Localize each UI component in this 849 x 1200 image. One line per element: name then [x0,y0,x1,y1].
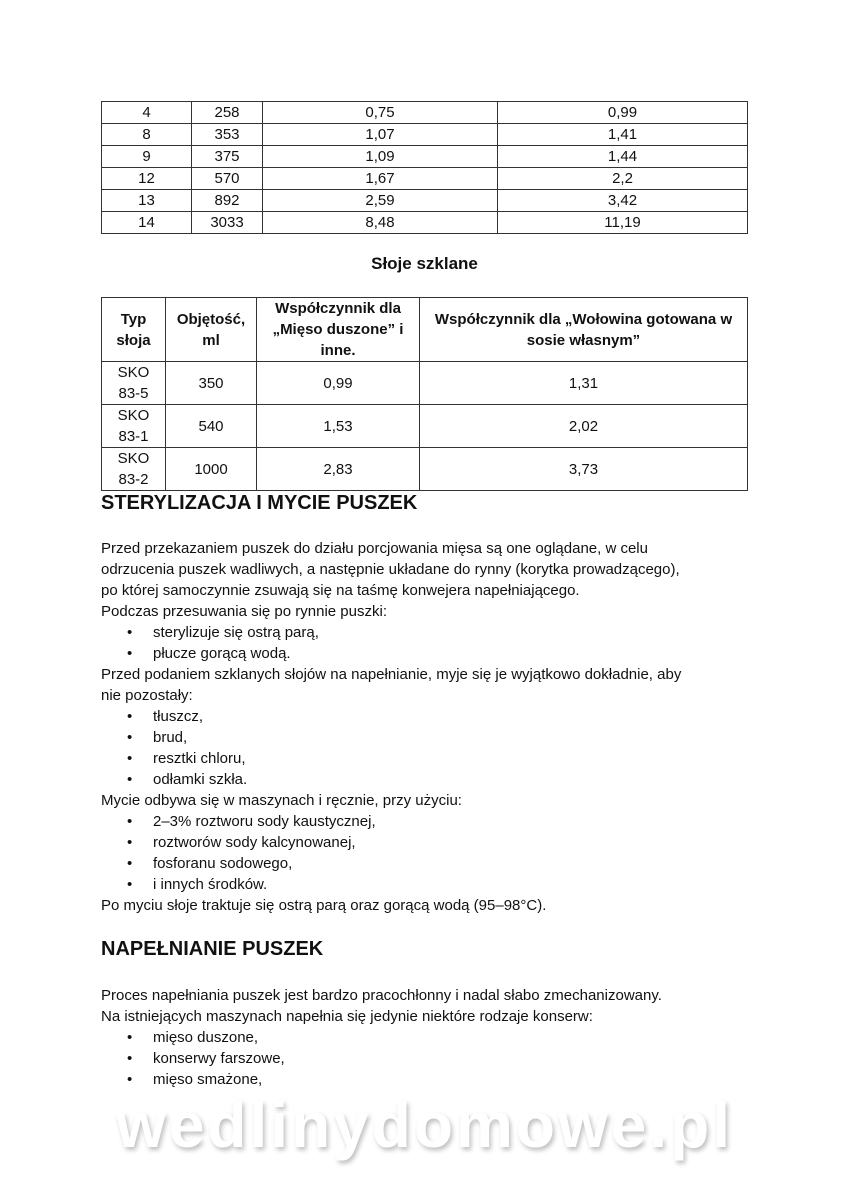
table-cell: 258 [192,102,263,124]
table-cell: 2,59 [263,190,498,212]
table-cell: SKO 83-1 [102,405,166,448]
paragraph-line: Na istniejących maszynach napełnia się jedynie niektóre rodzaje konserw: [101,1008,593,1025]
table-cell: 1,31 [420,362,748,405]
header-volume: Objętość, ml [166,298,257,362]
paragraph-line: Po myciu słoje traktuje się ostrą parą oraz gorącą wodą (95–98°C). [101,897,547,914]
table-row [102,102,748,124]
bullet-item: • i innych środków. [101,874,751,895]
table-cell: 8,48 [263,212,498,234]
table-cell: 1,53 [257,405,420,448]
table-cell: 540 [166,405,257,448]
table-cell: 4 [102,102,192,124]
table-row [102,405,748,448]
paragraph-line: po której samoczynnie zsuwają się na taśmę konwejera napełniającego. [101,582,580,599]
sterilization-text [101,538,751,916]
table-cell: 2,02 [420,405,748,448]
table-cell: 353 [192,124,263,146]
paragraph-line: Podczas przesuwania się po rynnie puszki: [101,603,387,620]
jars-table-title: Słoje szklane [371,254,478,273]
table-row [102,448,748,491]
header-coef-beef: Współczynnik dla „Wołowina gotowana w sosie własnym” [420,298,748,362]
bullet-item: • resztki chloru, [101,748,751,769]
table-row [102,212,748,234]
paragraph-line: Mycie odbywa się w maszynach i ręcznie, przy użyciu: [101,792,462,809]
table-cell: 1,09 [263,146,498,168]
table-cell: 0,75 [263,102,498,124]
section-title-sterilization: STERYLIZACJA I MYCIE PUSZEK [101,492,418,514]
table-cell: 9 [102,146,192,168]
paragraph-line: odrzucenia puszek wadliwych, a następnie układane do rynny (korytka prowadzącego), [101,561,680,578]
cans-coefficient-table [101,101,748,234]
paragraph-line: Przed podaniem szklanych słojów na napełnianie, myje się je wyjątkowo dokładnie, aby [101,666,682,683]
paragraph-line: nie pozostały: [101,687,193,704]
table-cell: 8 [102,124,192,146]
section-title-filling: NAPEŁNIANIE PUSZEK [101,938,324,960]
table-cell: 350 [166,362,257,405]
table-cell: 1,07 [263,124,498,146]
table-cell: 892 [192,190,263,212]
table-cell: 12 [102,168,192,190]
header-coef-stewed: Współczynnik dla „Mięso duszone” i inne. [257,298,420,362]
table-cell: 14 [102,212,192,234]
table-row [102,168,748,190]
table-cell: 2,83 [257,448,420,491]
table-cell: 2,2 [498,168,748,190]
paragraph-line: Przed przekazaniem puszek do działu porcjowania mięsa są one oglądane, w celu [101,540,648,557]
bullet-item: • konserwy farszowe, [101,1048,751,1069]
table-row [102,124,748,146]
table-cell: 11,19 [498,212,748,234]
bullet-item: • tłuszcz, [101,706,751,727]
paragraph-line: Proces napełniania puszek jest bardzo pracochłonny i nadal słabo zmechanizowany. [101,987,662,1004]
bullet-item: • sterylizuje się ostrą parą, [101,622,751,643]
bullet-item: • roztworów sody kalcynowanej, [101,832,751,853]
table-cell: 1,44 [498,146,748,168]
bullet-item: • fosforanu sodowego, [101,853,751,874]
bullet-item: • brud, [101,727,751,748]
table-cell: 1000 [166,448,257,491]
table-cell: 3,42 [498,190,748,212]
bullet-item: • płucze gorącą wodą. [101,643,751,664]
table-row [102,146,748,168]
table-cell: 3033 [192,212,263,234]
bullet-item: • mięso smażone, [101,1069,751,1090]
table-cell: 1,41 [498,124,748,146]
filling-text [101,985,751,1090]
watermark: wedlinydomowe.pl [116,1089,733,1161]
bullet-item: • mięso duszone, [101,1027,751,1048]
table-cell: 0,99 [257,362,420,405]
header-jar-type: Typ słoja [102,298,166,362]
table-cell: 570 [192,168,263,190]
table-row [102,362,748,405]
bullet-item: • 2–3% roztworu sody kaustycznej, [101,811,751,832]
table-cell: 0,99 [498,102,748,124]
table-cell: 3,73 [420,448,748,491]
bullet-item: • odłamki szkła. [101,769,751,790]
glass-jars-table [101,297,748,491]
table-cell: SKO 83-2 [102,448,166,491]
table-cell: 1,67 [263,168,498,190]
table-cell: 375 [192,146,263,168]
table-row [102,190,748,212]
table-cell: 13 [102,190,192,212]
table-cell: SKO 83-5 [102,362,166,405]
